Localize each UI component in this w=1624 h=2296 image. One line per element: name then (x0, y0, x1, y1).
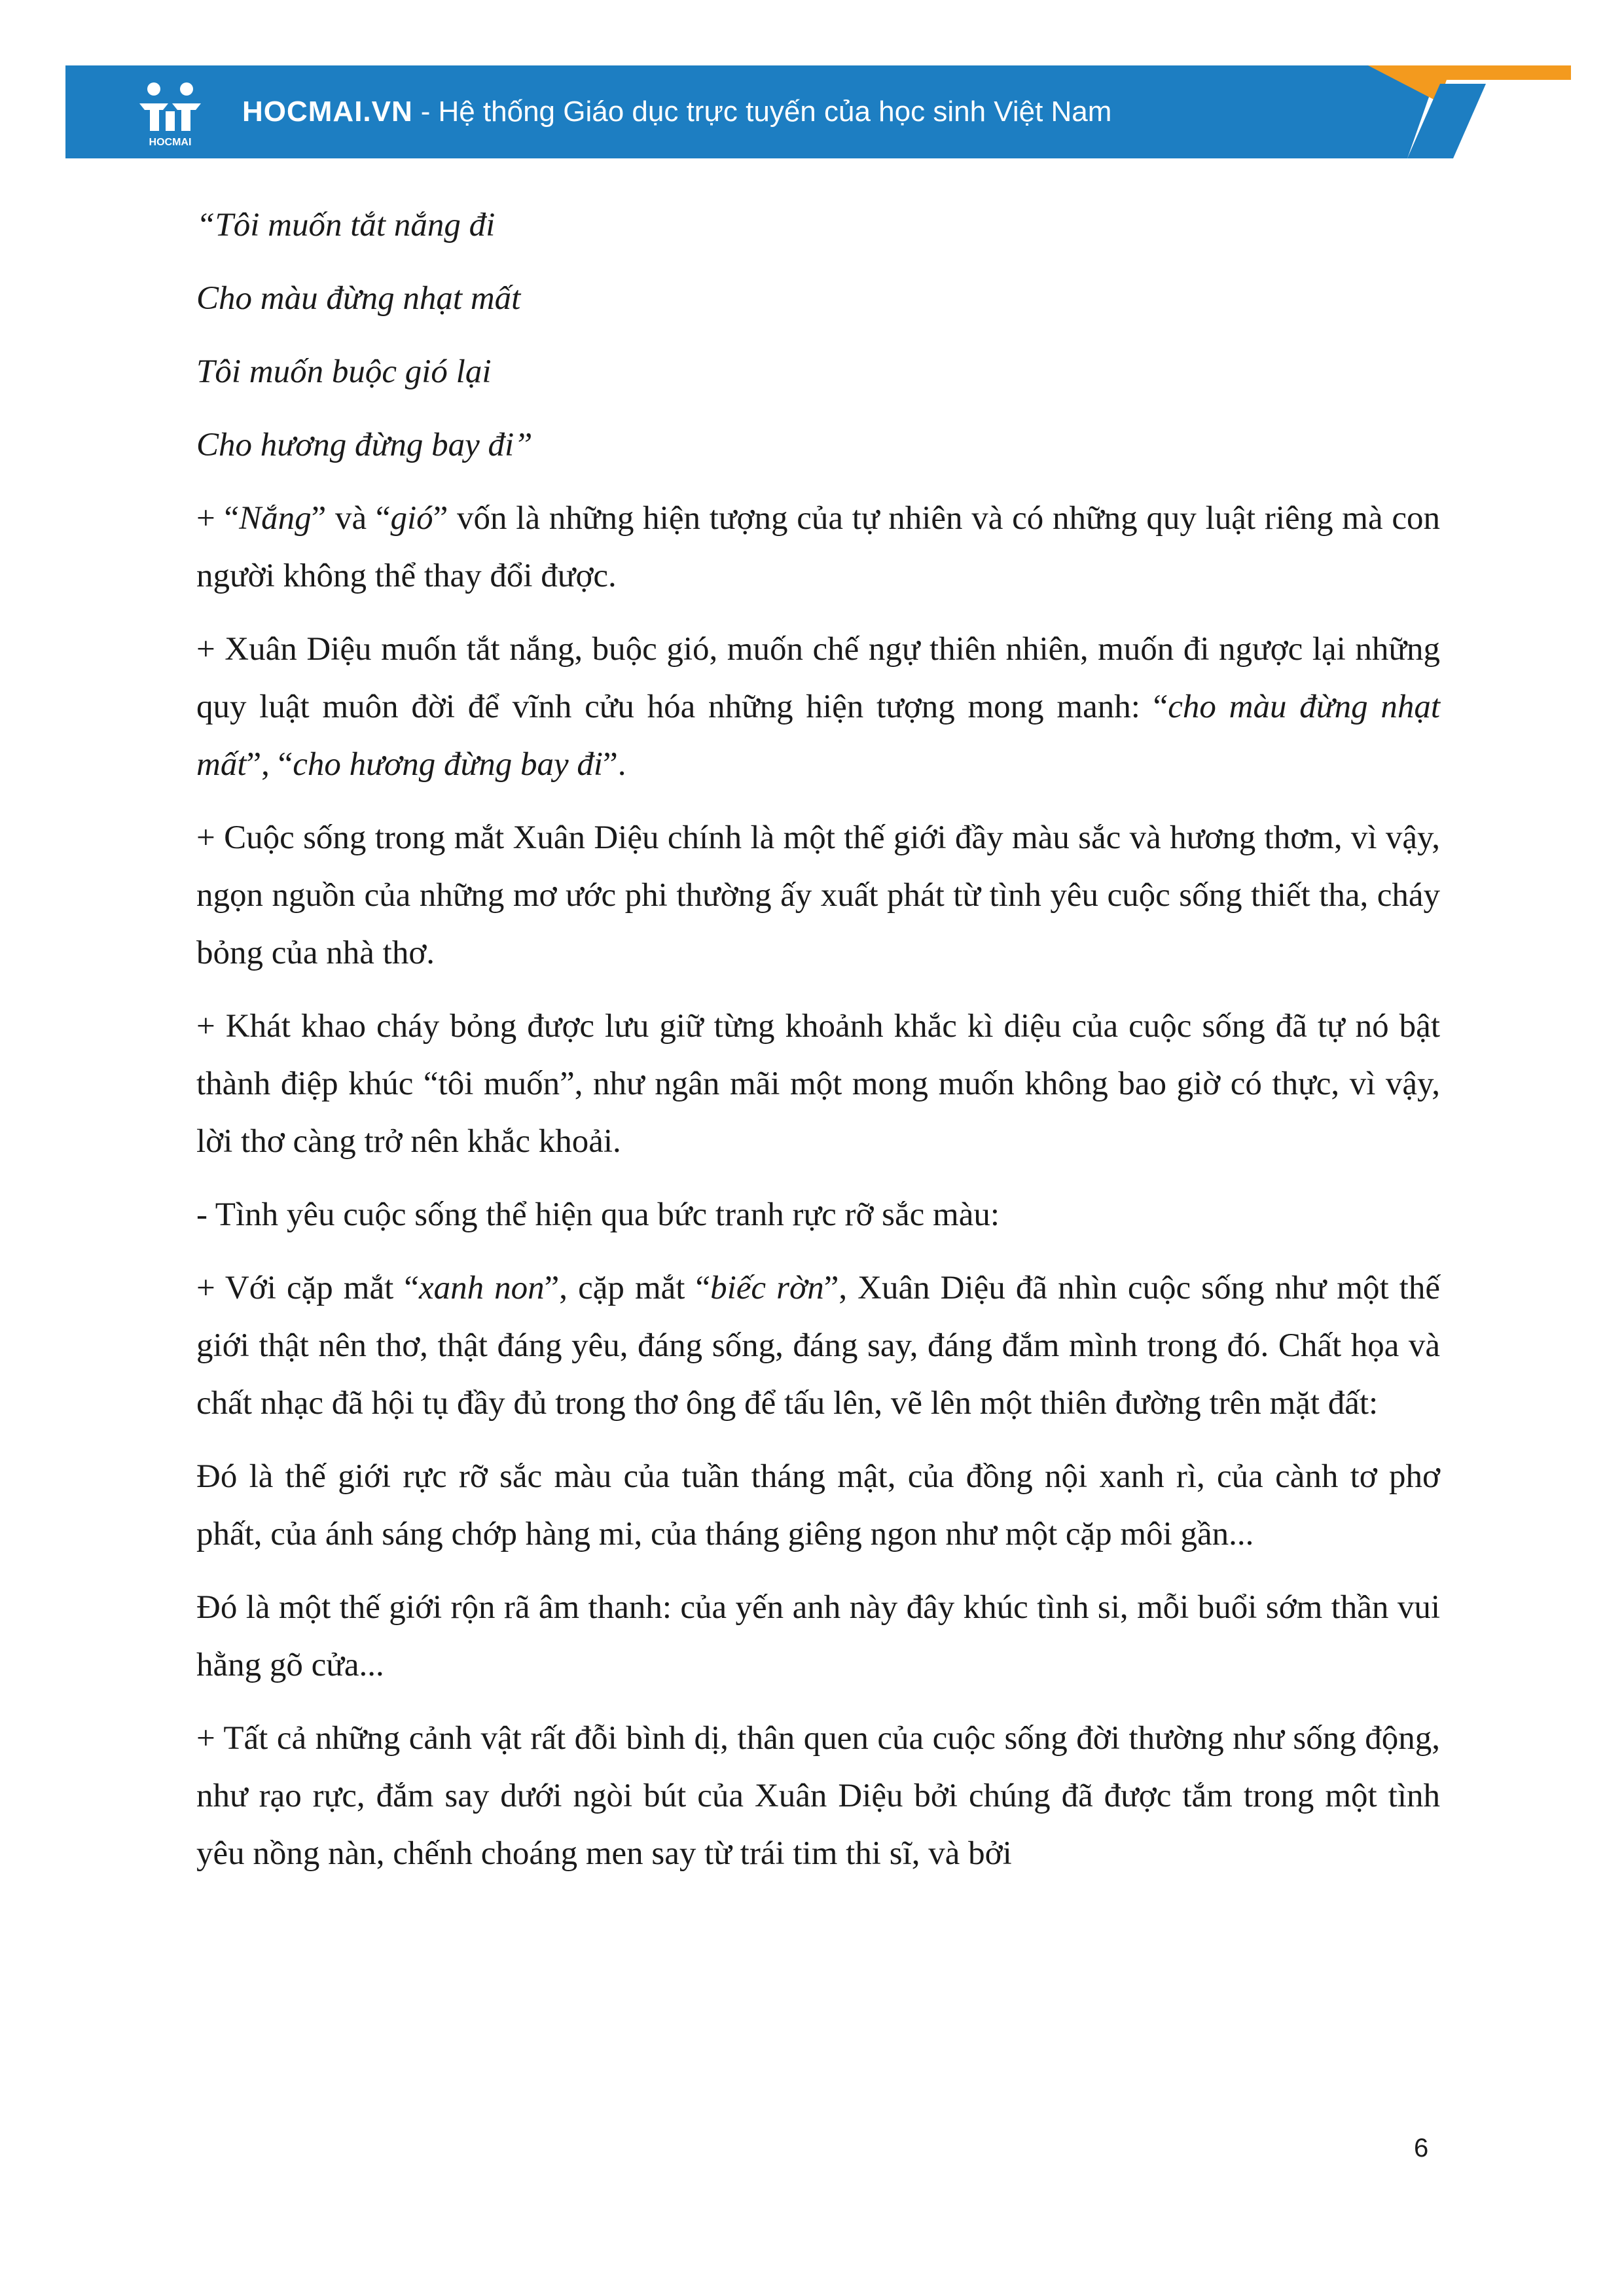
poem-line: “Tôi muốn tắt nắng đi (196, 207, 496, 243)
paragraph-che-ngu: + Xuân Diệu muốn tắt nắng, buộc gió, muốn chế ngự thiên nhiên, muốn đi ngược lại những quy luật muôn đời để vĩnh cửu hóa những hiện tượng mong manh: “cho màu đừng nhạt mất”, “cho hương đừng bay đi”. (196, 631, 1441, 783)
paragraph-binh-di: + Tất cả những cảnh vật rất đỗi bình dị, thân quen của cuộc sống đời thường như sống động, như rạo rực, đắm say dưới ngòi bút của Xuân Diệu bởi chúng đã được tắm trong một tình yêu nồng nàn, chếnh choáng men say từ trái tim thi sĩ, và bởi (196, 1720, 1440, 1872)
document-body (196, 196, 1440, 1898)
paragraph-am-thanh: Đó là một thế giới rộn rã âm thanh: của yến anh này đây khúc tình si, mỗi buổi sớm thần vui hằng gõ cửa... (196, 1589, 1440, 1683)
logo-caption: HOCMAI (149, 137, 192, 148)
paragraph-cap-mat: + Với cặp mắt “xanh non”, cặp mắt “biếc rờn”, Xuân Diệu đã nhìn cuộc sống như một thế giới thật nên thơ, thật đáng yêu, đáng sống, đáng say, đáng đắm mình trong đó. Chất họa và chất nhạc đã hội tụ đầy đủ trong thơ ông để tấu lên, vẽ lên một thiên đường trên mặt đất: (196, 1270, 1440, 1422)
paragraph-khat-khao: + Khát khao cháy bỏng được lưu giữ từng khoảnh khắc kì diệu của cuộc sống đã tự nó bật thành điệp khúc “tôi muốn”, như ngân mãi một mong muốn không bao giờ có thực, vì vậy, lời thơ càng trở nên khắc khoải. (196, 1008, 1440, 1160)
brand-name: HOCMAI.VN (242, 96, 413, 128)
poem-line: Cho màu đừng nhạt mất (196, 280, 521, 317)
paragraph-sac-mau: Đó là thế giới rực rỡ sắc màu của tuần tháng mật, của đồng nội xanh rì, của cành tơ phơ phất, của ánh sáng chớp hàng mi, của tháng giêng ngon như một cặp môi gần... (196, 1458, 1440, 1552)
brand-tagline: Hệ thống Giáo dục trực tuyến của học sinh Việt Nam (438, 96, 1112, 128)
poem-quote (196, 196, 1440, 474)
page-number: 6 (1414, 2134, 1429, 2162)
brand-separator: - (420, 96, 431, 128)
header-brand (242, 65, 1111, 158)
header-banner (65, 65, 1571, 158)
hocmai-logo-icon (134, 77, 206, 149)
paragraph-cuoc-song: + Cuộc sống trong mắt Xuân Diệu chính là một thế giới đầy màu sắc và hương thơm, vì vậy, ngọn nguồn của những mơ ước phi thường ấy xuất phát từ tình yêu cuộc sống thiết tha, cháy bỏng của nhà thơ. (196, 819, 1440, 971)
poem-line: Cho hương đừng bay đi” (196, 427, 533, 463)
paragraph-nang-gio: + “Nắng” và “gió” vốn là những hiện tượng của tự nhiên và có những quy luật riêng mà con người không thể thay đổi được. (196, 500, 1440, 594)
poem-line: Tôi muốn buộc gió lại (196, 353, 492, 390)
paragraph-tinh-yeu: - Tình yêu cuộc sống thể hiện qua bức tranh rực rỡ sắc màu: (196, 1196, 1000, 1233)
